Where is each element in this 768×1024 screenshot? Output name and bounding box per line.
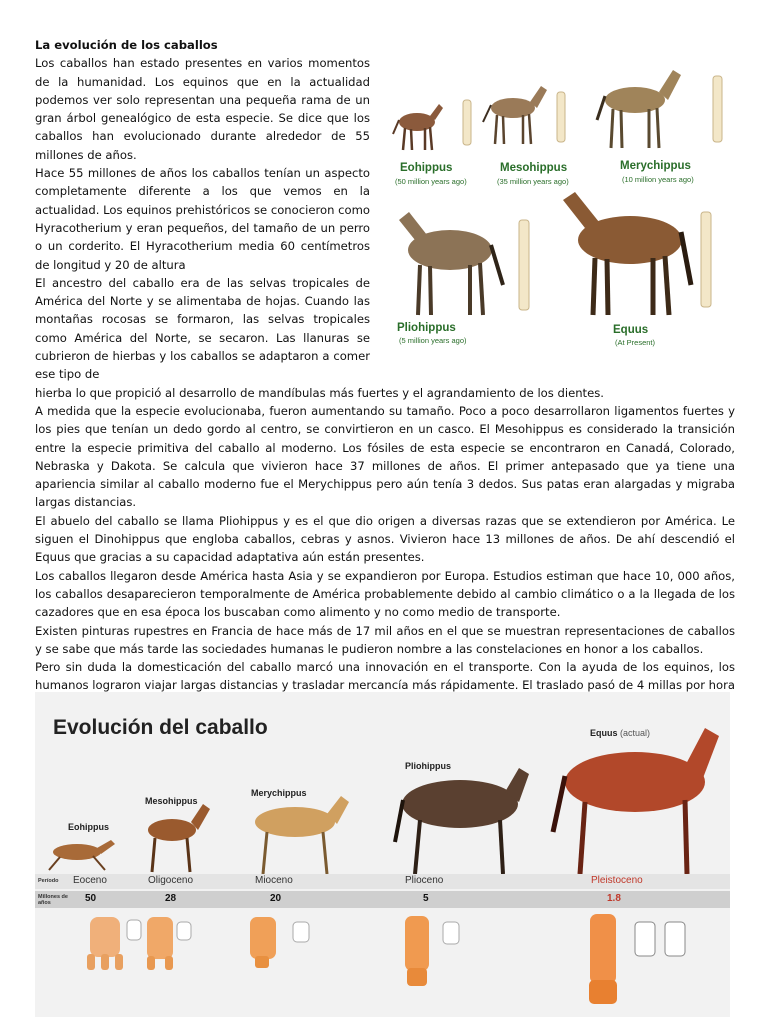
period-cell: Mioceno: [255, 875, 293, 886]
horse-age: (10 million years ago): [622, 175, 694, 184]
years-row: [35, 891, 730, 908]
horse-qualifier: (actual): [620, 728, 651, 738]
equus-illustration: [563, 192, 711, 315]
horse-label: Merychippus: [620, 160, 691, 172]
mesohippus-illustration: [148, 804, 210, 872]
horse-label: Pliohippus: [405, 761, 451, 771]
period-cell: Plioceno: [405, 875, 444, 886]
years-cell: 1.8: [607, 893, 621, 904]
horse-label: Merychippus: [251, 788, 307, 798]
merychippus-illustration: [255, 796, 349, 874]
horse-label: Pliohippus: [397, 322, 456, 334]
hoof-and-tooth-illustrations: [35, 912, 730, 1012]
horse-evolution-figure-spanish: [35, 692, 730, 1017]
horse-illustrations: [35, 692, 730, 874]
paragraph: El abuelo del caballo se llama Pliohippus y es el que dio origen a diversas razas que se extendieron por América. Le siguen el Dinohippus que engloba caballos, cebras y asnos. Vivieron hace 13 millones de años. De ahí descendió el Equus que gracias a su capacidad adaptativa aún están presentes.: [35, 513, 735, 565]
pliohippus-illustration: [395, 768, 529, 874]
years-cell: 5: [423, 893, 429, 904]
horse-illustrations: [385, 60, 730, 360]
equus-foot-illustration: [589, 914, 685, 1004]
narrow-column: [35, 54, 370, 383]
paragraph: Pero sin duda la domesticación del caballo marcó una innovación en el transporte. Con la ayuda de los equinos, los humanos lograron viajar largas distancias y trasladar mercancía más rápidamente. El traslado pasó de 4 millas por hora: [35, 660, 735, 693]
paragraph: Existen pinturas rupestres en Francia de hace más de 17 mil años en el que se muestran representaciones de caballos y se sabe que más tarde las sociedades humanas le pudieron nombre a las constelaciones en honor a los caballos.: [35, 623, 735, 656]
pliohippus-illustration: [399, 212, 529, 315]
horse-evolution-figure-english: [385, 60, 730, 360]
mesohippus-foot-illustration: [147, 917, 191, 970]
equus-illustration: [553, 728, 719, 874]
horse-label: [590, 728, 650, 738]
years-cell: 20: [270, 893, 282, 904]
period-cell: Eoceno: [73, 875, 107, 886]
paragraph: Los caballos llegaron desde América hasta Asia y se expandieron por Europa. Estudios estiman que hace 10, 000 años, los caballos desaparecieron temporalmente de América probablemente debido al cambio climático o a la llegada de los cazadores que en esa época los buscaban como alimento y no como medio de transporte.: [35, 568, 735, 620]
paragraph: Los caballos han estado presentes en varios momentos de la humanidad. Los equinos que en la actualidad podemos ver solo representan una pequeña rama de un gran árbol genealógico de esta especie. Se dice que los caballos han evolucionado durante alrededor de 55 millones de años.: [35, 56, 370, 162]
period-row: [35, 874, 730, 889]
horse-label: Equus: [613, 324, 649, 336]
horse-age: (35 million years ago): [497, 177, 569, 186]
pliohippus-foot-illustration: [405, 916, 459, 986]
period-cell: Pleistoceno: [591, 875, 643, 886]
figure-title: Evolución del caballo: [53, 716, 268, 739]
horse-label: Eohippus: [68, 822, 109, 832]
years-cell: 28: [165, 893, 177, 904]
horse-age: (At Present): [615, 338, 656, 347]
period-cell: Oligoceno: [148, 875, 194, 886]
mesohippus-illustration: [483, 86, 565, 144]
years-row-label: Millones de años: [38, 894, 68, 906]
merychippus-foot-illustration: [250, 917, 309, 968]
paragraph: hierba lo que propició al desarrollo de mandíbulas más fuertes y el agrandamiento de los dientes.: [35, 385, 604, 400]
horse-label: Mesohippus: [145, 796, 198, 806]
horse-label: Mesohippus: [500, 162, 568, 174]
eohippus-illustration: [393, 100, 471, 150]
merychippus-illustration: [597, 70, 722, 148]
horse-age: (50 million years ago): [395, 177, 467, 186]
paragraph: El ancestro del caballo era de las selvas tropicales de América del Norte y se alimentaba de hojas. Cuando las montañas rocosas se formaron, las selvas tropicales como América del Norte, se secaron. Las llanuras se cubrieron de hierbas y los caballos se adaptaron a comer ese tipo de: [35, 275, 370, 382]
eohippus-foot-illustration: [87, 917, 141, 970]
years-cell: 50: [85, 893, 97, 904]
horse-name: Equus: [590, 728, 618, 738]
paragraph: A medida que la especie evolucionaba, fueron aumentando su tamaño. Poco a poco desarrollaron ligamentos fuertes y los pies que tenían un dedo gordo al centro, se convirtieron en un casco. El Mesohippus es considerado la transición entre la especie primitiva del caballo al moderno. Los fósiles de esta especie se encontraron en Canadá, Colorado, Nebraska y Dakota. Se calcula que vivieron hace 37 millones de años. El primer antepasado que ya tiene una apariencia similar al caballo moderno fue el Merychippus pero aún tenía 3 dedos. Sus patas eran alargadas y migraba largas distancias.: [35, 403, 735, 510]
period-row-label: Período: [38, 878, 59, 884]
horse-label: Eohippus: [400, 162, 453, 174]
horse-age: (5 million years ago): [399, 336, 467, 345]
paragraph: Hace 55 millones de años los caballos tenían un aspecto completamente diferente a los que vemos en la actualidad. Los equinos prehistóricos se conocieron como Hyracotherium y eran pequeños, del tamaño de un perro o un corderito. El Hyracotherium media 60 centímetros de longitud y 20 de altura: [35, 166, 370, 272]
article-title: La evolución de los caballos: [35, 38, 218, 52]
eohippus-illustration: [49, 840, 115, 870]
